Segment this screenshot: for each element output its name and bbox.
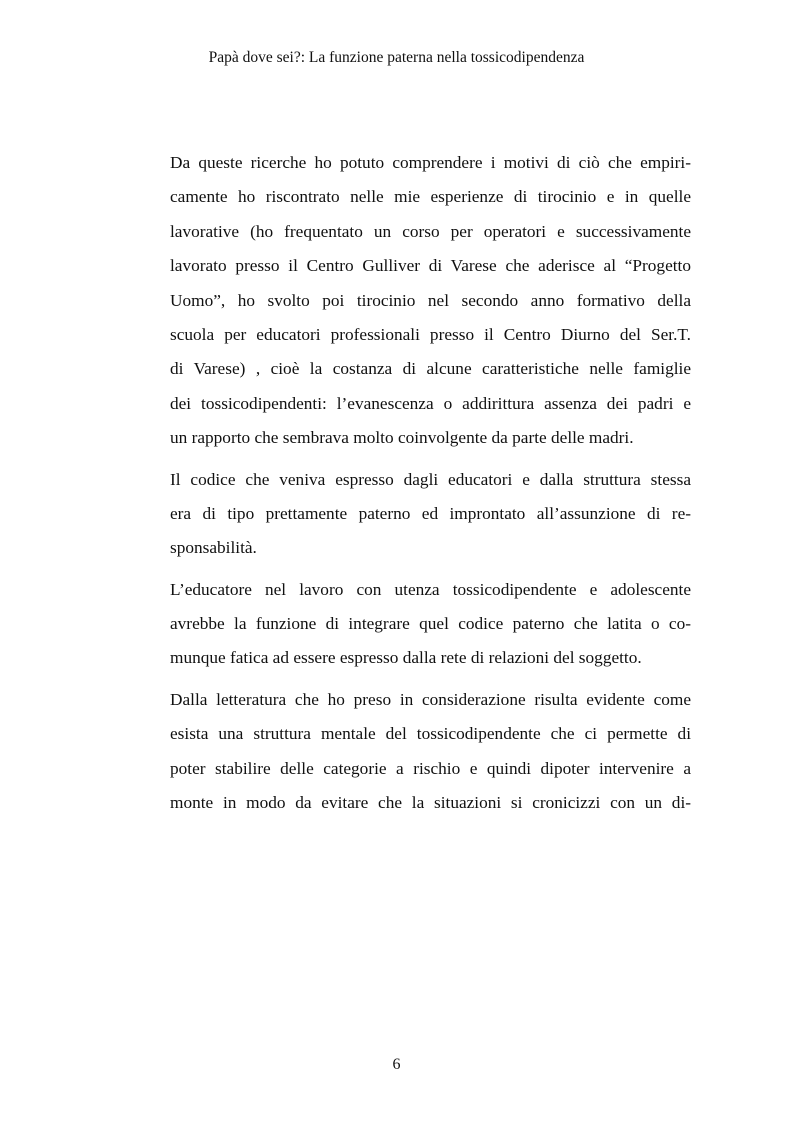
text-line: lavorato presso il Centro Gulliver di Varese che aderisce al “Progetto	[170, 256, 691, 276]
text-line: camente ho riscontrato nelle mie esperienze di tirocinio e in quelle	[170, 187, 691, 207]
body-text	[170, 148, 691, 829]
text-line: un rapporto che sembrava molto coinvolgente da parte delle madri.	[170, 428, 634, 448]
text-line: poter stabilire delle categorie a rischio e quindi dipoter intervenire a	[170, 758, 691, 778]
paragraph	[170, 148, 691, 458]
text-line: di Varese) , cioè la costanza di alcune caratteristiche nelle famiglie	[170, 359, 691, 379]
text-line: lavorative (ho frequentato un corso per operatori e successivamente	[170, 221, 691, 241]
text-line: dei tossicodipendenti: l’evanescenza o addirittura assenza dei padri e	[170, 393, 691, 413]
text-line: munque fatica ad essere espresso dalla rete di relazioni del soggetto.	[170, 648, 642, 668]
text-line: Il codice che veniva espresso dagli educatori e dalla struttura stessa	[170, 469, 691, 489]
text-line: Uomo”, ho svolto poi tirocinio nel secondo anno formativo della	[170, 290, 691, 310]
running-header: Papà dove sei?: La funzione paterna nella tossicodipendenza	[208, 49, 585, 66]
text-line: Dalla letteratura che ho preso in considerazione risulta evidente come	[170, 689, 691, 709]
text-line: L’educatore nel lavoro con utenza tossicodipendente e adolescente	[170, 579, 691, 599]
text-line: Da queste ricerche ho potuto comprendere i motivi di ciò che empiri-	[170, 153, 691, 172]
text-line: scuola per educatori professionali presso il Centro Diurno del Ser.T.	[170, 324, 691, 344]
paragraph	[170, 685, 691, 823]
text-line: avrebbe la funzione di integrare quel codice paterno che latita o co-	[170, 614, 691, 634]
text-line: monte in modo da evitare che la situazioni si cronicizzi con un di-	[170, 793, 691, 813]
text-line: esista una struttura mentale del tossicodipendente che ci permette di	[170, 724, 691, 744]
page-number: 6	[392, 1056, 401, 1073]
text-line: era di tipo prettamente paterno ed improntato all’assunzione di re-	[170, 503, 691, 523]
paragraph	[170, 465, 691, 568]
text-line: sponsabilità.	[170, 538, 257, 558]
paragraph	[170, 575, 691, 678]
